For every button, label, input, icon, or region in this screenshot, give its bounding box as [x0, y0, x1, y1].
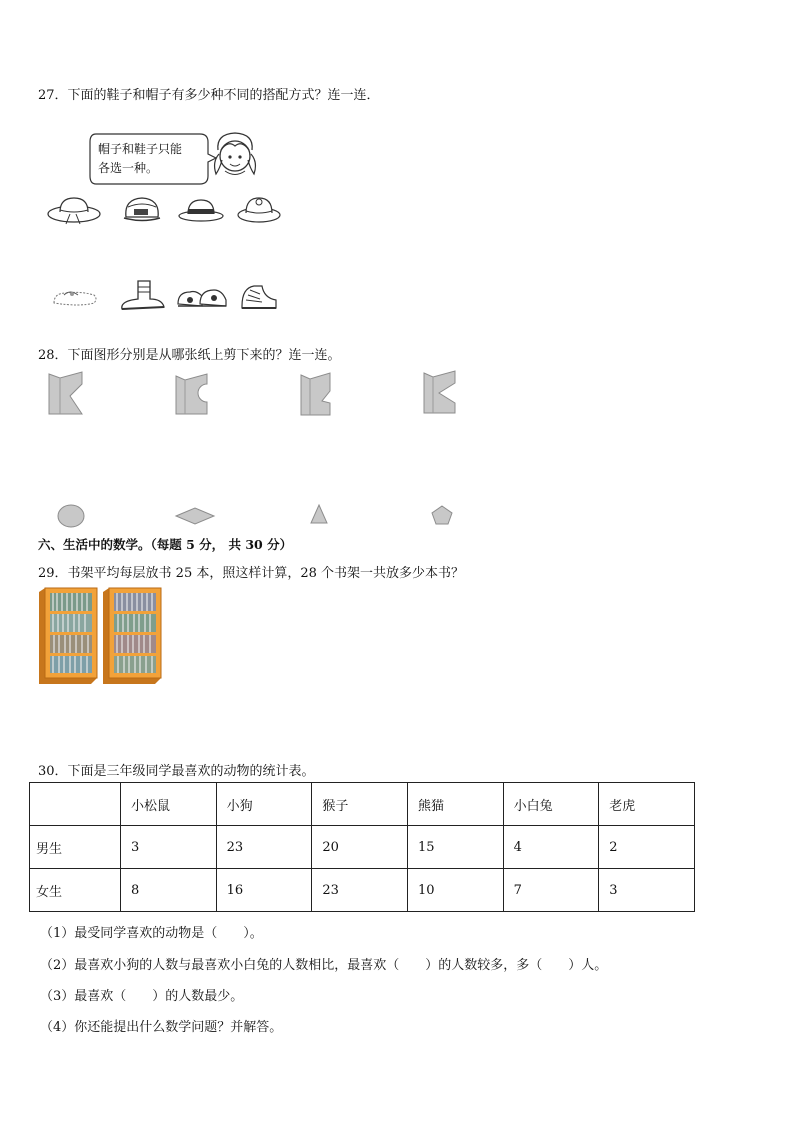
q30-sub-3: （3）最喜欢（ ）的人数最少。 [40, 989, 244, 1004]
bubble-line-1: 帽子和鞋子只能 [98, 142, 183, 156]
table-cell: 3 [121, 826, 217, 869]
table-cell: 20 [312, 826, 408, 869]
cut-paper-3 [298, 371, 334, 417]
table-cell: 7 [503, 869, 599, 912]
sneaker-icon [236, 280, 280, 314]
table-header-cell: 熊猫 [407, 783, 503, 826]
rhombus-shape [174, 506, 216, 526]
table-header-cell: 小松鼠 [121, 783, 217, 826]
table-cell: 4 [503, 826, 599, 869]
table-cell: 16 [216, 869, 312, 912]
q30-sub-2: （2）最喜欢小狗的人数与最喜欢小白兔的人数相比，最喜欢（ ）的人数较多，多（ ）人。 [40, 958, 608, 973]
triangle-shape [308, 503, 330, 525]
table-cell: 8 [121, 869, 217, 912]
table-cell: 15 [407, 826, 503, 869]
shoes-pair-icon [176, 282, 228, 312]
table-cell: 3 [599, 869, 695, 912]
row-label: 男生 [30, 826, 121, 869]
girl-icon [210, 128, 260, 188]
table-cell: 2 [599, 826, 695, 869]
table-row [30, 869, 695, 912]
bubble-line-2: 各选一种。 [98, 161, 159, 175]
q28-title: 28．下面图形分别是从哪张纸上剪下来的？连一连。 [38, 348, 341, 363]
cap-icon [120, 193, 164, 227]
flower-hat-icon [236, 193, 282, 225]
table-row [30, 826, 695, 869]
boot-icon [118, 277, 168, 313]
q30-sub-1: （1）最受同学喜欢的动物是（ ）。 [40, 926, 263, 941]
slipper-icon [50, 285, 100, 311]
table-header-cell: 小白兔 [503, 783, 599, 826]
table-cell: 23 [216, 826, 312, 869]
section-6-title: 六、生活中的数学。（每题 5 分， 共 30 分） [38, 537, 293, 552]
animal-stats-table [29, 782, 695, 912]
cut-paper-1 [46, 370, 86, 418]
row-label: 女生 [30, 869, 121, 912]
pentagon-shape [430, 504, 454, 526]
q30-sub-4: （4）你还能提出什么数学问题？并解答。 [40, 1020, 283, 1035]
q29-title: 29．书架平均每层放书 25 本，照这样计算，28 个书架一共放多少本书？ [38, 566, 465, 581]
q30-title: 30．下面是三年级同学最喜欢的动物的统计表。 [38, 764, 315, 779]
table-cell: 10 [407, 869, 503, 912]
sun-hat-icon [46, 192, 102, 228]
table-header-cell: 小狗 [216, 783, 312, 826]
bookshelf-icon [37, 586, 99, 686]
table-cell [30, 783, 121, 826]
cut-paper-2 [173, 372, 213, 416]
cut-paper-4 [421, 369, 459, 415]
bookshelf-icon [101, 586, 163, 686]
table-header-row [30, 783, 695, 826]
q27-title: 27．下面的鞋子和帽子有多少种不同的搭配方式？连一连． [38, 88, 380, 103]
circle-shape [56, 504, 86, 528]
table-header-cell: 老虎 [599, 783, 695, 826]
table-cell: 23 [312, 869, 408, 912]
fedora-icon [178, 196, 224, 224]
table-header-cell: 猴子 [312, 783, 408, 826]
